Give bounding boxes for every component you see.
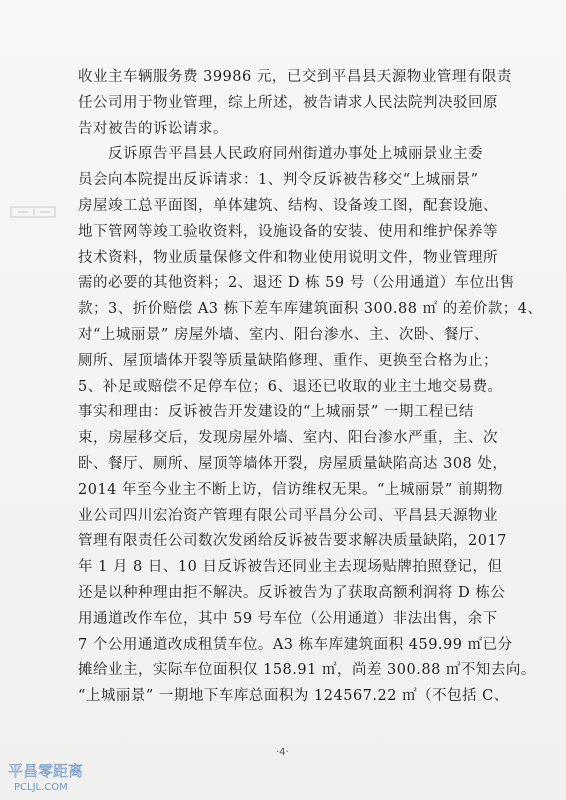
document-line: 卧、餐厅、厕所、屋顶等墙体开裂，房屋质量缺陷高达 308 处， [78, 455, 508, 472]
document-line: 用通道改作车位，其中 59 号车位（公用通道）非法出售，余下 [78, 610, 498, 627]
document-line: 年 1 月 8 日、10 日反诉被告还同业主去现场贴牌拍照登记，但 [78, 559, 503, 576]
document-line: 房屋竣工总平面图，单体建筑、结构、设备竣工图，配套设施、 [78, 197, 498, 214]
document-line: 7 个公用通道改成租赁车位。A3 栋车库建筑面积 459.99 ㎡已分 [78, 636, 513, 653]
document-line: 2014 年至今业主不断上访，信访维权无果。“上城丽景” 前期物 [78, 481, 503, 498]
document-line: 5、补足或赔偿不足停车位；6、退还已收取的业主土地交易费。 [78, 378, 503, 395]
document-line: 摊给业主，实际车位面积仅 158.91 ㎡，尚差 300.88 ㎡不知去向。 [78, 662, 536, 679]
seal-stamp [10, 206, 56, 218]
page-number: ·4· [276, 747, 289, 758]
document-line: 对“上城丽景” 房屋外墙、室内、阳台渗水、主、次卧、餐厅、 [78, 326, 489, 343]
document-line: 事实和理由：反诉被告开发建设的“上城丽景” 一期工程已结 [78, 404, 474, 421]
svg-text:平昌零距离: 平昌零距离 [8, 762, 84, 780]
document-line: 束，房屋移交后，发现房屋外墙、室内、阳台渗水严重，主、次 [78, 430, 498, 447]
document-line: 任公司用于物业管理，综上所述，被告请求人民法院判决驳回原 [78, 94, 498, 111]
document-line: 技术资料，物业质量保修文件和物业使用说明文件，物业管理所 [78, 249, 498, 266]
watermark-logo [6, 756, 110, 794]
document-line: 需的必要的其他资料；2、退还 D 栋 59 号（公用通道）车位出售 [78, 275, 515, 292]
document-line: 地下管网等竣工验收资料，设施设备的安装、使用和维护保养等 [78, 223, 498, 240]
document-line: 款；3、折价赔偿 A3 栋下差车库建筑面积 300.88 ㎡ 的差价款；4、 [78, 301, 543, 318]
document-line: 告对被告的诉讼请求。 [78, 120, 228, 137]
document-line: 反诉原告平昌县人民政府同州街道办事处上城丽景业主委 [78, 146, 483, 163]
document-line: 收业主车辆服务费 39986 元，已交到平昌县天源物业管理有限责 [78, 69, 512, 85]
document-body [78, 65, 543, 710]
svg-text:PCLJL.COM: PCLJL.COM [14, 782, 68, 793]
document-line: 管理有限责任公司数次发函给反诉被告要求解决质量缺陷，2017 [78, 533, 507, 550]
document-line: 员会向本院提出反诉请求：1、判令反诉被告移交“上城丽景” [78, 172, 479, 189]
document-line: 厕所、屋顶墙体开裂等质量缺陷修理、重作、更换至合格为止； [78, 352, 498, 369]
document-line: “上城丽景” 一期地下车库总面积为 124567.22 ㎡（不包括 C、 [78, 688, 509, 705]
document-line: 还是以种种理由拒不解决。反诉被告为了获取高额利润将 D 栋公 [78, 584, 506, 601]
document-line: 业公司四川宏冶资产管理有限公司平昌分公司、平昌县天源物业 [78, 507, 498, 524]
